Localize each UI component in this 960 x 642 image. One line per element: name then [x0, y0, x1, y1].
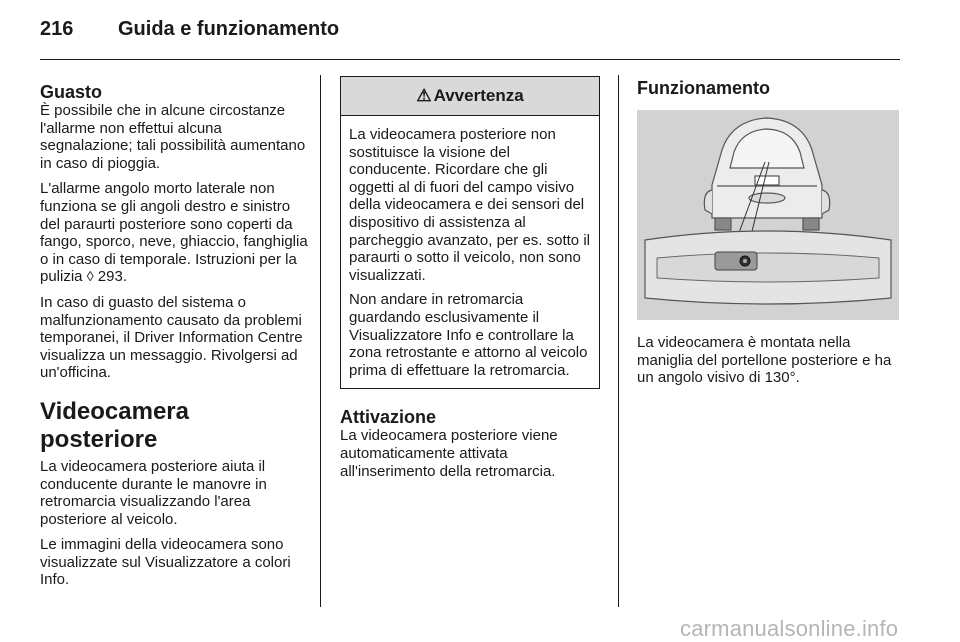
page-reference-icon: ◊ — [86, 268, 94, 285]
section-title: Videocamera posteriore — [40, 397, 189, 453]
attivazione-title: Attivazione — [340, 407, 437, 428]
page-header — [40, 18, 900, 54]
warning-header — [341, 77, 599, 116]
camera-paragraph-2: Le immagini della videocamera sono visualizzate sul Visualizzatore a colori Info. — [40, 536, 291, 589]
column-left — [40, 82, 308, 597]
rear-camera-figure — [637, 110, 899, 320]
warning-body — [341, 116, 599, 388]
warning-icon: ⚠ — [416, 86, 432, 106]
page-number: 216 — [40, 18, 74, 40]
column-divider-left — [320, 75, 321, 607]
column-divider-right — [618, 75, 619, 607]
watermark: carmanualsonline.info — [680, 616, 899, 641]
guasto-paragraph-2 — [40, 180, 308, 286]
column-right — [637, 78, 902, 395]
funzionamento-paragraph: La videocamera è montata nella maniglia del portellone posteriore e ha un angolo visivo di 130°. — [637, 334, 892, 387]
guasto-paragraph-1: È possibile che in alcune circostanze l'allarme non effettui alcuna segnalazione; tali possibilità aumentano in caso di pioggia. — [40, 102, 306, 172]
guasto-title: Guasto — [40, 82, 103, 102]
rear-car-camera-icon — [637, 110, 899, 320]
warning-title: Avvertenza — [433, 86, 524, 106]
chapter-title: Guida e funzionamento — [118, 18, 340, 40]
attivazione-paragraph: La videocamera posteriore viene automaticamente attivata all'inserimento della retromarcia. — [340, 427, 558, 480]
funzionamento-title: Funzionamento — [637, 78, 770, 98]
warning-box — [340, 76, 600, 389]
header-rule — [40, 59, 900, 60]
warning-paragraph-2: Non andare in retromarcia guardando esclusivamente il Visualizzatore Info e controllare la zona retrostante e attorno al veicolo prima di effettuare la retromarcia. — [349, 291, 588, 379]
warning-paragraph-1: La videocamera posteriore non sostituisce la visione del conducente. Ricordare che gli oggetti al di fuori del campo visivo della videocamera e dei sensori del dispositivo di assistenza al parcheggio avanzato, per es. sotto il paraurti o sotto il veicolo, non sono visualizzati. — [349, 126, 590, 284]
guasto-paragraph-2-text: L'allarme angolo morto laterale non funziona se gli angoli destro e sinistro del paraurti posteriore sono coperti da fango, sporco, neve, ghiaccio, fanghiglia o in caso di temporale. Istruzioni per la pulizia — [40, 180, 308, 286]
guasto-paragraph-3: In caso di guasto del sistema o malfunzionamento causato da problemi temporanei, il Driver Information Centre visualizza un messaggio. Rivolgersi ad un'officina. — [40, 293, 303, 382]
page-reference-link[interactable]: 293. — [97, 268, 127, 286]
camera-paragraph-1: La videocamera posteriore aiuta il conducente durante le manovre in retromarcia visualizzando l'area posteriore al veicolo. — [40, 457, 267, 528]
column-middle — [340, 76, 602, 488]
